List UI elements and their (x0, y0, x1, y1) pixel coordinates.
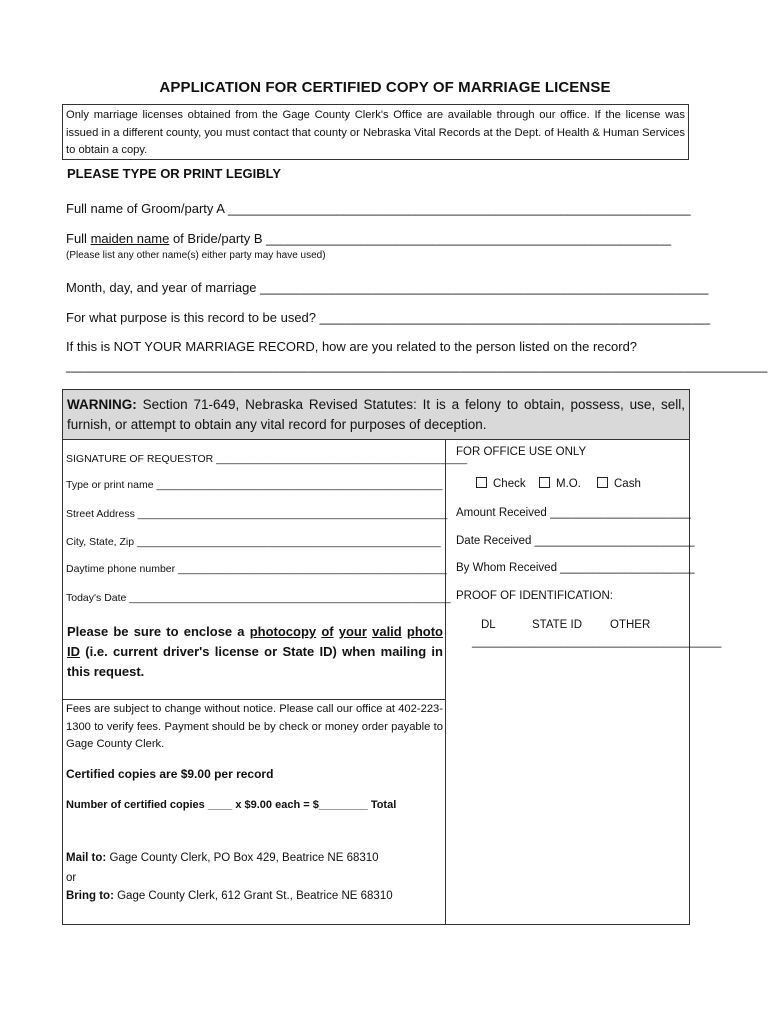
mail-to-address (66, 852, 379, 864)
of-underlined: of (321, 624, 334, 639)
marriage-date-field[interactable]: Month, day, and year of marriage ______________________________________________________________ (66, 280, 709, 295)
street-address-field[interactable]: Street Address _____________________________________________________ (66, 508, 448, 520)
photocopy-instruction (67, 622, 443, 682)
todays-date-field[interactable]: Today's Date _______________________________________________________ (66, 592, 451, 604)
fees-notice: Fees are subject to change without notice. Please call our office at 402-223-1300 to verify fees. Payment should be by check or money order payable to Gage County Clerk. (66, 703, 443, 750)
bride-label-prefix: Full (66, 231, 91, 246)
warning-box (62, 389, 690, 440)
money-order-option[interactable] (539, 477, 581, 490)
signature-field[interactable]: SIGNATURE OF REQUESTOR ___________________________________________ (66, 453, 468, 465)
photocopy-text-1: Please be sure to enclose a (67, 624, 250, 639)
your-underlined: your (338, 624, 367, 639)
warning-label: WARNING: (67, 397, 137, 412)
notice-text: Only marriage licenses obtained from the Gage County Clerk's Office are available through our office. If the license was issued in a different county, you must contact that county or Nebraska Vital Records at the Dept. of Health & Human Services to obtain a copy. (66, 109, 685, 156)
cash-option[interactable] (597, 477, 641, 490)
bring-to-address (66, 890, 393, 902)
or-text: or (66, 872, 77, 884)
print-name-field[interactable]: Type or print name _________________________________________________ (66, 479, 443, 491)
photocopy-underlined: photocopy (249, 624, 317, 639)
mail-to-text: Gage County Clerk, PO Box 429, Beatrice NE 68310 (106, 852, 379, 864)
groom-name-field[interactable]: Full name of Groom/party A ________________________________________________________________ (66, 201, 691, 216)
proof-of-id-heading: PROOF OF IDENTIFICATION: (456, 590, 613, 602)
number-of-copies-field[interactable]: Number of certified copies ____ x $9.00 each = $________ Total (66, 799, 397, 811)
photo-underlined: photo (406, 624, 443, 639)
check-label: Check (493, 478, 526, 490)
check-option[interactable] (476, 477, 526, 490)
valid-underlined: valid (372, 624, 402, 639)
amount-received-field[interactable]: Amount Received ______________________ (456, 507, 691, 519)
id-option-dl[interactable]: DL (481, 619, 496, 631)
daytime-phone-field[interactable]: Daytime phone number ______________________________________________ (66, 563, 447, 575)
relation-question: If this is NOT YOUR MARRIAGE RECORD, how are you related to the person listed on the record? (66, 339, 638, 354)
purpose-field[interactable]: For what purpose is this record to be used? ______________________________________________________ (66, 310, 711, 325)
other-names-note: (Please list any other name(s) either party may have used) (66, 250, 326, 261)
bride-label-suffix: of Bride/party B ________________________________________________________ (169, 231, 672, 246)
bride-name-field[interactable] (66, 231, 671, 246)
page-title: APPLICATION FOR CERTIFIED COPY OF MARRIAGE LICENSE (159, 79, 611, 96)
maiden-name-underlined: maiden name (90, 231, 170, 246)
office-use-heading: FOR OFFICE USE ONLY (456, 446, 587, 458)
print-legibly-heading: PLEASE TYPE OR PRINT LEGIBLY (67, 166, 282, 181)
date-received-field[interactable]: Date Received _________________________ (456, 535, 695, 547)
relation-answer-line[interactable]: _________________________________________________________________________________________________ (66, 358, 768, 373)
cash-checkbox[interactable] (597, 477, 608, 488)
money-order-label: M.O. (556, 478, 581, 490)
money-order-checkbox[interactable] (539, 477, 550, 488)
warning-text: Section 71-649, Nebraska Revised Statutes: It is a felony to obtain, possess, use, sell, furnish, or attempt to obtain any vital record for purposes of deception. (67, 397, 685, 432)
city-state-zip-field[interactable]: City, State, Zip ____________________________________________________ (66, 536, 441, 548)
certified-copies-price: Certified copies are $9.00 per record (66, 767, 274, 781)
id-underlined: ID (67, 644, 80, 659)
check-checkbox[interactable] (476, 477, 487, 488)
cash-label: Cash (614, 478, 641, 490)
photocopy-text-2: (i.e. current driver's license or State ID) when mailing in this request. (67, 644, 443, 679)
id-details-line[interactable]: _______________________________________ (472, 636, 722, 648)
by-whom-received-field[interactable]: By Whom Received _____________________ (456, 562, 695, 574)
bring-to-label: Bring to: (66, 890, 114, 902)
notice-box (62, 104, 689, 160)
id-option-other[interactable]: OTHER (610, 619, 651, 631)
mail-to-label: Mail to: (66, 852, 107, 864)
bring-to-text: Gage County Clerk, 612 Grant St., Beatrice NE 68310 (113, 890, 393, 902)
id-option-state-id[interactable]: STATE ID (532, 619, 583, 631)
